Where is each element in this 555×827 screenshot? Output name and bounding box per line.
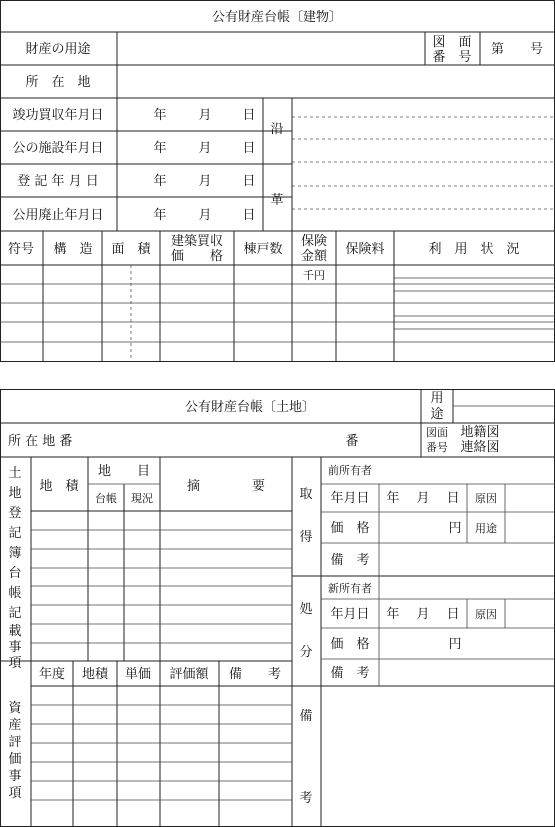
acq-biko-label: 備 考 <box>330 553 370 568</box>
zen-shoyusha-label: 前所有者 <box>328 464 372 477</box>
vchar: 資 <box>8 701 22 716</box>
land-ledger <box>0 389 555 827</box>
col-hoken-1: 保険 <box>300 234 328 249</box>
col-hokenryo: 保険料 <box>345 242 385 257</box>
zumen-label: 図 面 <box>432 35 472 50</box>
shobun-label-1: 処 <box>299 602 313 617</box>
land-title: 公有財産台帳〔土地〕 <box>184 400 316 415</box>
disp-ymd: 年 月 日 <box>386 607 460 622</box>
year-mark: 年 <box>153 141 167 156</box>
abolition-date-label: 公用廃止年月日 <box>12 208 104 223</box>
vchar: 産 <box>8 718 22 733</box>
bangou-label: 番号 <box>426 441 448 454</box>
shutoku-label-2: 得 <box>299 530 313 545</box>
date-row-1 <box>153 107 255 123</box>
month-mark: 月 <box>198 174 212 189</box>
vchar: 項 <box>8 786 22 801</box>
biko-col-header: 備 考 <box>228 667 282 682</box>
vchar: 簿 <box>8 546 22 561</box>
unit-senen: 千円 <box>303 269 325 282</box>
col-fugo: 符号 <box>7 242 35 257</box>
renraku-zu-label: 連絡図 <box>460 440 500 455</box>
day-mark: 日 <box>242 174 256 189</box>
disp-genin-label: 原因 <box>475 608 497 621</box>
vchar: 土 <box>8 466 22 481</box>
nendo-header: 年度 <box>38 667 66 682</box>
biko-big-2: 考 <box>299 791 313 806</box>
ban-label: 番 <box>345 434 359 449</box>
vchar: 事 <box>8 769 22 784</box>
building-title: 公有財産台帳〔建物〕 <box>211 10 343 25</box>
tekiyo-header: 摘 要 <box>186 479 266 494</box>
acq-nengappi-label: 年月日 <box>330 491 370 506</box>
chiseki-zu-label: 地籍図 <box>460 425 500 440</box>
col-menseki: 面 積 <box>111 242 151 257</box>
shin-shoyusha-label: 新所有者 <box>328 582 372 595</box>
registration-date-label: 登 記 年 月 日 <box>17 174 99 189</box>
enkaku-en-label: 沿 <box>270 122 284 137</box>
chiseki2-header: 地積 <box>81 667 109 682</box>
genkyo-header: 現況 <box>131 492 153 505</box>
year-mark: 年 <box>153 208 167 223</box>
year-mark: 年 <box>153 108 167 123</box>
shozaichi-label: 所 在 地 <box>25 75 91 90</box>
vchar: 地 <box>8 486 22 501</box>
chimoku-header: 地 目 <box>97 464 151 479</box>
shutoku-label-1: 取 <box>299 487 313 502</box>
year-mark: 年 <box>153 174 167 189</box>
completion-date-label: 竣功買収年月日 <box>12 108 104 123</box>
vchar: 登 <box>8 506 22 521</box>
tanka-header: 単価 <box>124 667 152 682</box>
yo-label: 用 <box>430 391 444 406</box>
shozai-chiban-label: 所 在 地 番 <box>8 434 73 449</box>
month-mark: 月 <box>198 208 212 223</box>
enkaku-kaku-label: 革 <box>270 193 284 208</box>
vchar: 事 <box>8 640 22 655</box>
vchar: 載 <box>8 624 22 639</box>
daicho-header: 台帳 <box>95 492 117 505</box>
acq-genin-label: 原因 <box>475 492 497 505</box>
hyokagaku-header: 評価額 <box>169 667 209 682</box>
vchar: 項 <box>8 656 22 671</box>
vchar: 帳 <box>8 586 22 601</box>
col-hoken-2: 金額 <box>300 249 328 264</box>
biko-big-1: 備 <box>299 709 313 724</box>
valuation-vertical-label <box>8 700 22 801</box>
vchar: 価 <box>8 752 22 767</box>
zumen-label: 図面 <box>426 426 448 439</box>
month-mark: 月 <box>198 141 212 156</box>
vchar: 記 <box>8 606 22 621</box>
bangou-label: 番 号 <box>432 50 472 65</box>
vchar: 記 <box>8 526 22 541</box>
col-kozo: 構 造 <box>53 242 93 257</box>
building-ledger <box>0 1 555 363</box>
shobun-label-2: 分 <box>299 645 313 660</box>
date-row-4 <box>153 207 255 223</box>
acq-en-unit: 円 <box>448 521 462 536</box>
date-row-2 <box>153 140 255 156</box>
date-row-3 <box>153 173 255 189</box>
acq-yoto-label: 用途 <box>475 522 497 535</box>
day-mark: 日 <box>242 141 256 156</box>
vchar: 台 <box>8 566 22 581</box>
vchar: 評 <box>8 735 22 750</box>
disp-en-unit: 円 <box>448 637 462 652</box>
dai-gou-label: 第 号 <box>490 42 544 57</box>
disp-kakaku-label: 価 格 <box>330 637 370 652</box>
disp-biko-label: 備 考 <box>330 666 370 681</box>
chiseki-header: 地 積 <box>39 479 79 494</box>
col-tokosu: 棟戸数 <box>243 242 283 257</box>
usage-label: 財産の用途 <box>25 42 91 57</box>
col-riyo: 利 用 状 況 <box>428 242 520 257</box>
disp-nengappi-label: 年月日 <box>330 607 370 622</box>
registry-vertical-label <box>8 465 21 671</box>
col-kenchiku-2: 価 格 <box>170 249 224 264</box>
col-kenchiku-1: 建築買収 <box>170 234 224 249</box>
public-facility-date-label: 公の施設年月日 <box>12 141 104 156</box>
acq-kakaku-label: 価 格 <box>330 521 370 536</box>
to-label: 途 <box>430 407 444 422</box>
acq-ymd: 年 月 日 <box>386 491 460 506</box>
day-mark: 日 <box>242 108 256 123</box>
month-mark: 月 <box>198 108 212 123</box>
day-mark: 日 <box>242 208 256 223</box>
